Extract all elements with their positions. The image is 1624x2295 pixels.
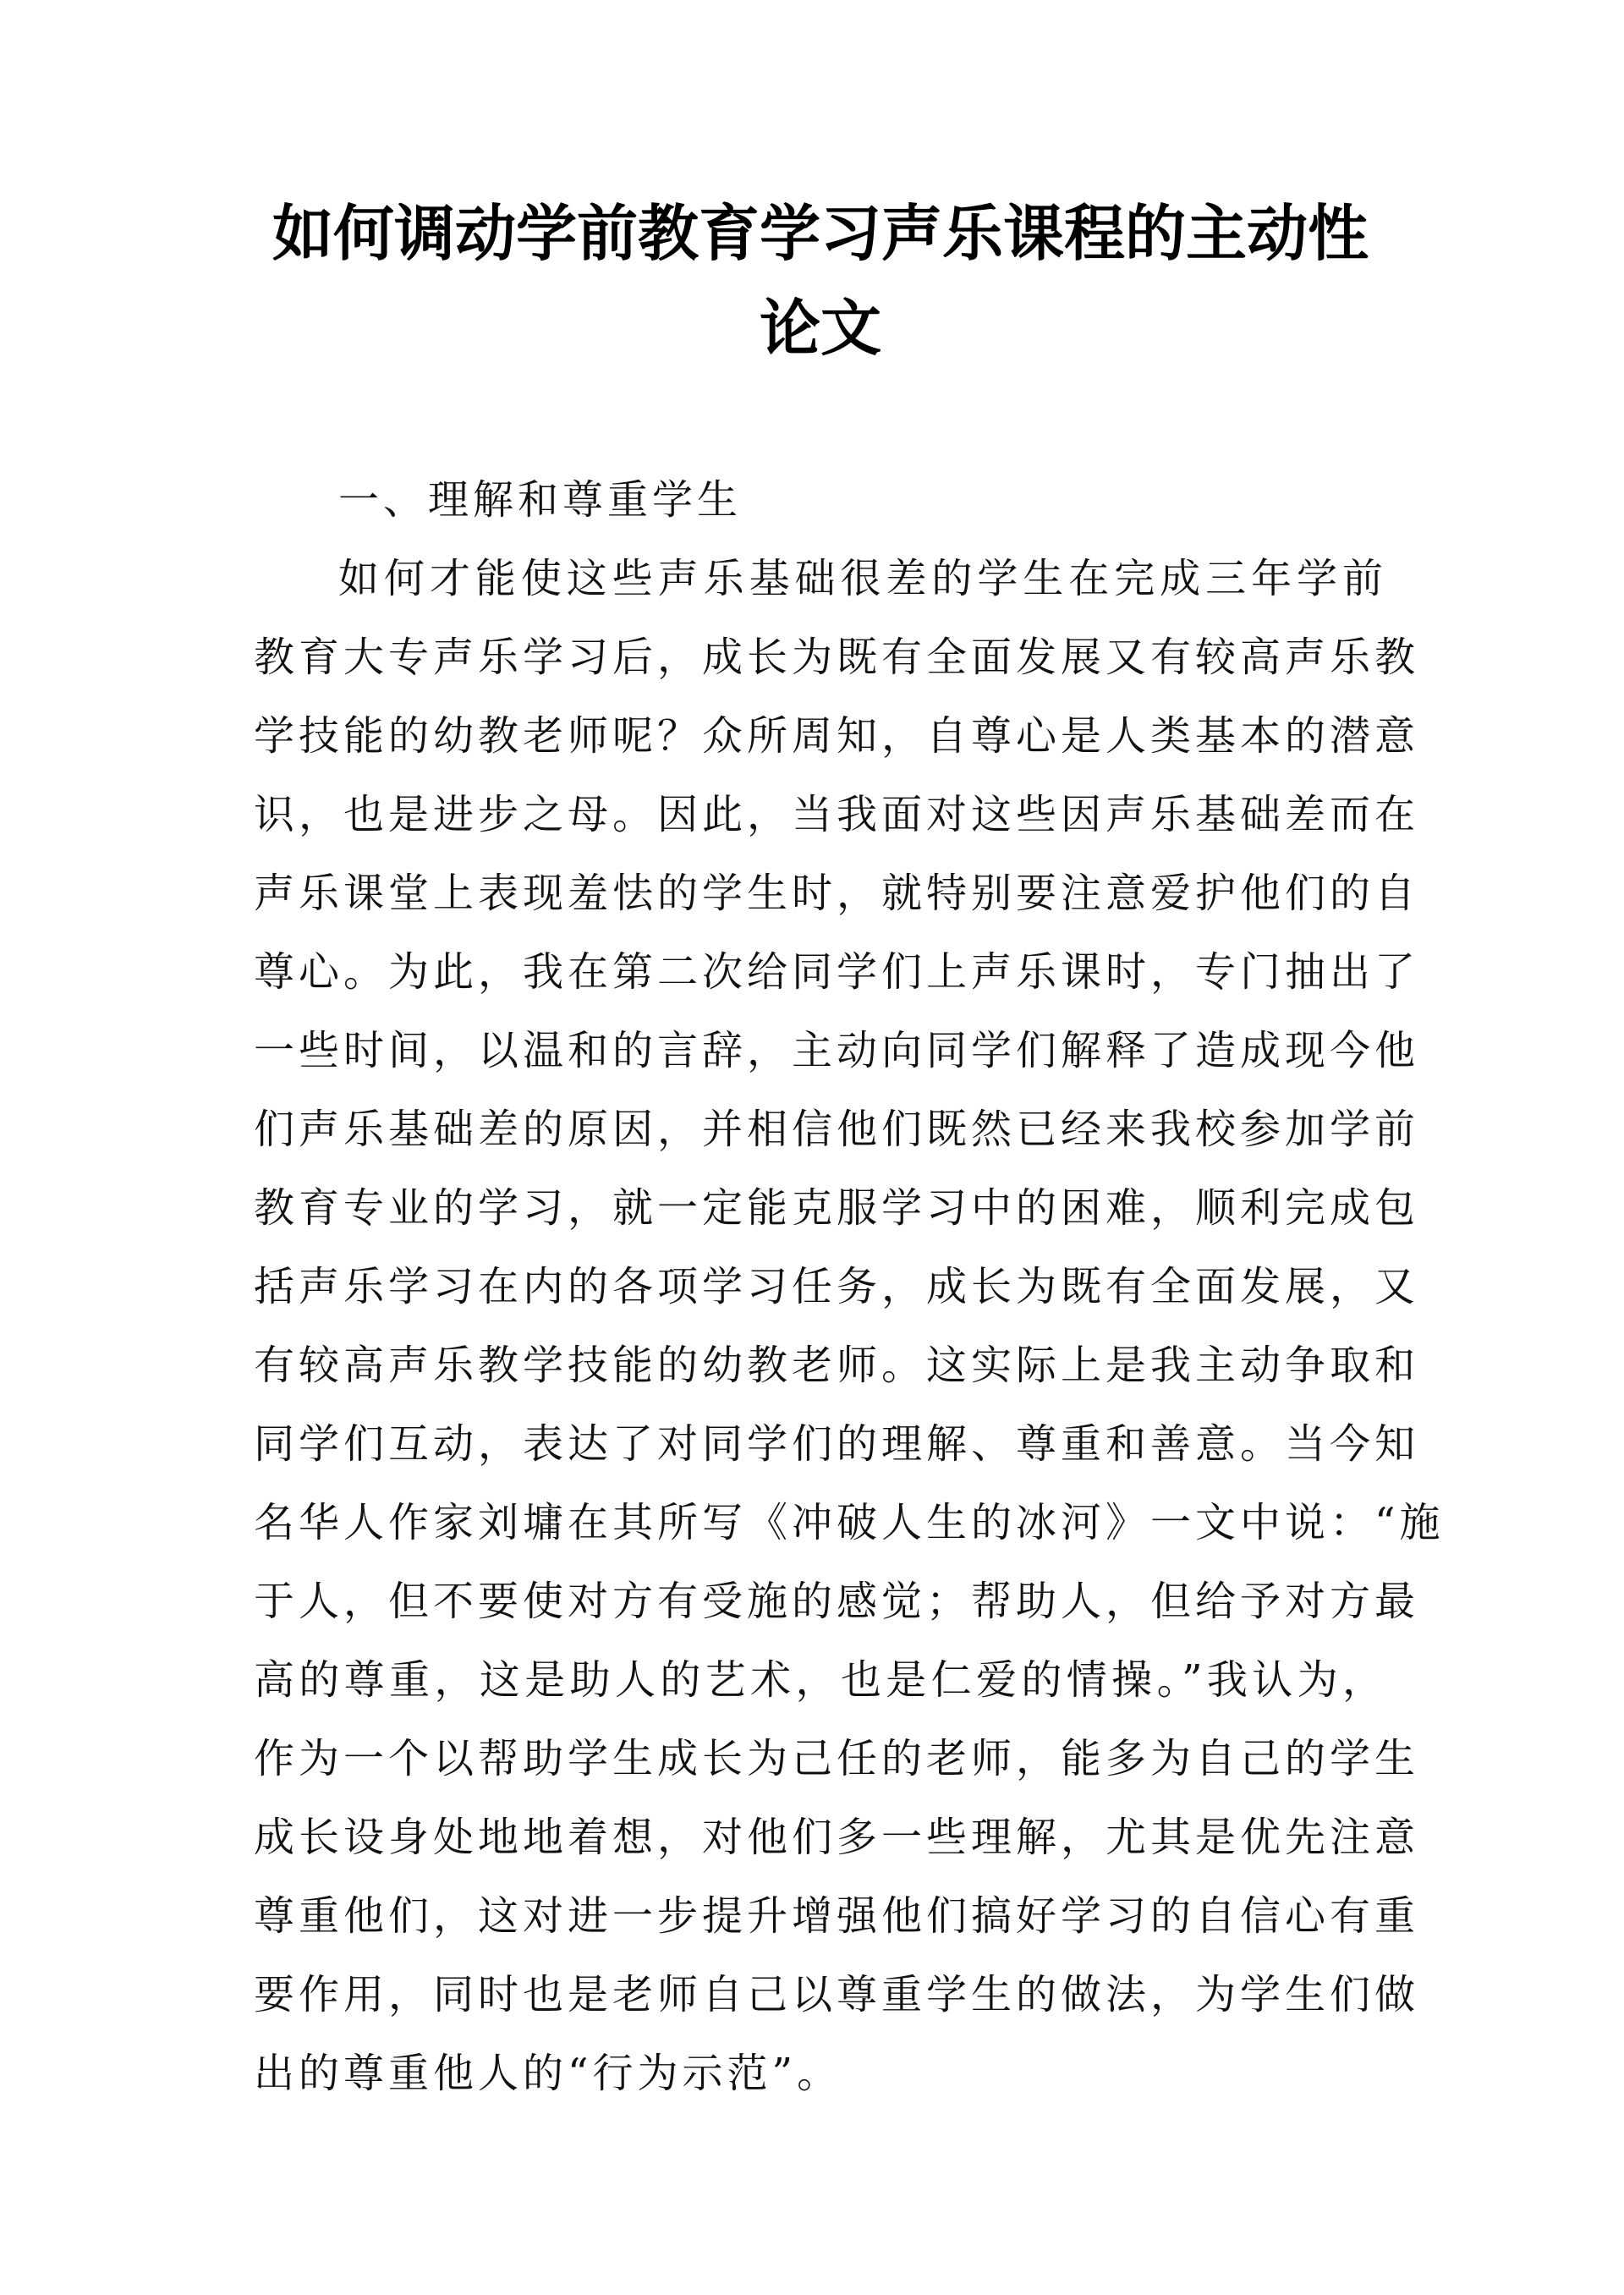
title-line-2: 论文: [759, 292, 881, 364]
section-heading: 一、理解和尊重学生: [338, 476, 743, 524]
body-paragraph: [254, 540, 1445, 2113]
paragraph-line: 出的尊重他人的“行为示范”。: [254, 2050, 842, 2097]
paragraph-line: 名华人作家刘墉在其所写《冲破人生的冰河》一文中说：“施: [254, 1499, 1445, 1546]
document-title: [254, 186, 1387, 376]
paragraph-line: 于人，但不要使对方有受施的感觉；帮助人，但给予对方最: [254, 1578, 1420, 1625]
title-line-1: 如何调动学前教育学习声乐课程的主动性: [272, 197, 1369, 269]
paragraph-line: 尊心。为此，我在第二次给同学们上声乐课时，专门抽出了: [254, 948, 1420, 996]
paragraph-line: 高的尊重，这是助人的艺术，也是仁爱的情操。”我认为，: [254, 1656, 1387, 1704]
paragraph-line: 有较高声乐教学技能的幼教老师。这实际上是我主动争取和: [254, 1342, 1420, 1389]
paragraph-line: 作为一个以帮助学生成长为己任的老师，能多为自己的学生: [254, 1735, 1420, 1782]
paragraph-line: 教育专业的学习，就一定能克服学习中的困难，顺利完成包: [254, 1184, 1420, 1232]
paragraph-line: 如何才能使这些声乐基础很差的学生在完成三年学前: [338, 555, 1387, 602]
paragraph-line: 教育大专声乐学习后，成长为既有全面发展又有较高声乐教: [254, 634, 1420, 681]
paragraph-line: 要作用，同时也是老师自己以尊重学生的做法，为学生们做: [254, 1971, 1420, 2018]
paragraph-line: 尊重他们，这对进一步提升增强他们搞好学习的自信心有重: [254, 1892, 1420, 1940]
paragraph-line: 同学们互动，表达了对同学们的理解、尊重和善意。当今知: [254, 1420, 1420, 1468]
paragraph-line: 括声乐学习在内的各项学习任务，成长为既有全面发展，又: [254, 1263, 1420, 1310]
paragraph-line: 学技能的幼教老师呢？众所周知，自尊心是人类基本的潜意: [254, 712, 1420, 760]
document-body: [254, 461, 1445, 2113]
paragraph-line: 一些时间，以温和的言辞，主动向同学们解释了造成现今他: [254, 1027, 1420, 1074]
paragraph-line: 们声乐基础差的原因，并相信他们既然已经来我校参加学前: [254, 1106, 1420, 1153]
paragraph-line: 成长设身处地地着想，对他们多一些理解，尤其是优先注意: [254, 1814, 1420, 1861]
paragraph-line: 识，也是进步之母。因此，当我面对这些因声乐基础差而在: [254, 791, 1420, 838]
paragraph-line: 声乐课堂上表现羞怯的学生时，就特别要注意爱护他们的自: [254, 870, 1420, 917]
